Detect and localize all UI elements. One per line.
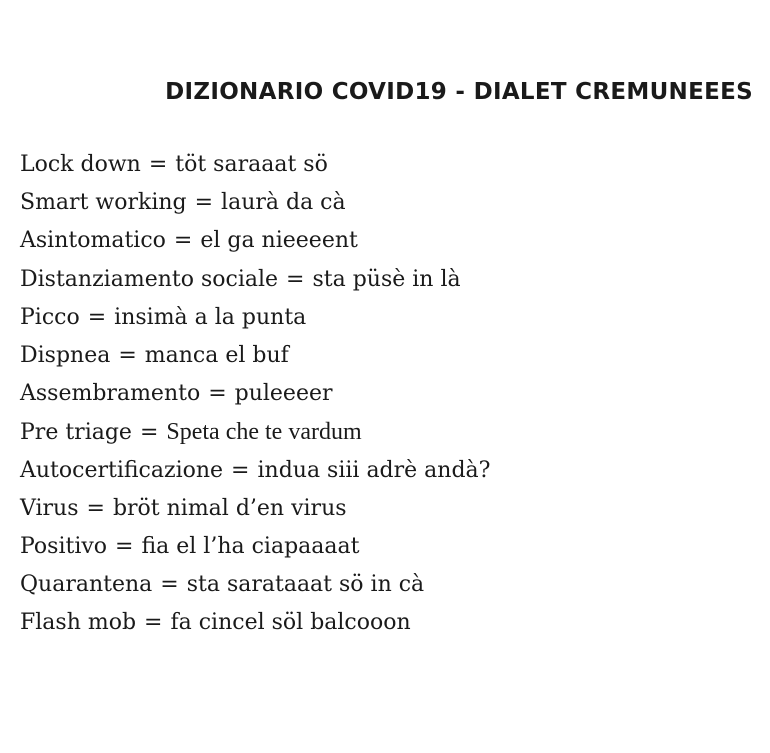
entry-definition: insimà a la punta <box>114 304 307 330</box>
entry-separator: = <box>201 381 234 407</box>
glossary-list <box>20 146 490 642</box>
glossary-entry <box>20 337 490 375</box>
entry-separator: = <box>132 420 166 446</box>
entry-separator: = <box>108 533 141 559</box>
entry-definition: indua siii adrè andà? <box>257 457 491 483</box>
glossary-entry <box>20 490 490 528</box>
entry-separator: = <box>279 266 312 292</box>
entry-definition: Speta che te vardum <box>166 419 362 446</box>
entry-separator: = <box>111 342 144 368</box>
glossary-entry <box>20 413 490 451</box>
entry-definition: fa cincel söl balcooon <box>170 610 411 636</box>
entry-definition: el ga nieeeent <box>200 228 358 254</box>
document-title: DIZIONARIO COVID19 - DIALET CREMUNEEES <box>165 79 753 105</box>
entry-definition: sta püsè in là <box>312 266 461 292</box>
glossary-entry <box>20 375 490 413</box>
glossary-entry <box>20 184 490 222</box>
glossary-entry <box>20 261 490 299</box>
entry-definition: töt saraaat sö <box>175 152 328 177</box>
glossary-entry <box>20 452 490 490</box>
entry-definition: fia el l’ha ciapaaaat <box>141 533 360 559</box>
entry-definition: laurà da cà <box>221 190 346 216</box>
entry-separator: = <box>79 495 112 521</box>
entry-separator: = <box>80 304 114 330</box>
entry-separator: = <box>166 228 200 254</box>
entry-separator: = <box>224 457 257 483</box>
entry-term: Distanziamento sociale <box>20 266 279 292</box>
glossary-entry <box>20 604 490 642</box>
entry-definition: sta sarataaat sö in cà <box>186 572 425 598</box>
entry-term: Picco <box>20 304 80 330</box>
entry-separator: = <box>137 610 170 636</box>
entry-term: Lock down <box>20 152 141 177</box>
entry-term: Pre triage <box>20 420 132 446</box>
glossary-entry <box>20 299 490 337</box>
glossary-entry <box>20 222 490 260</box>
entry-separator: = <box>153 572 186 598</box>
glossary-entry <box>20 528 490 566</box>
entry-term: Quarantena <box>20 572 153 598</box>
entry-term: Asintomatico <box>20 228 166 254</box>
entry-definition: bröt nimal d’en virus <box>112 495 347 521</box>
entry-term: Dispnea <box>20 342 111 368</box>
entry-separator: = <box>141 152 175 177</box>
entry-separator: = <box>187 190 221 216</box>
entry-definition: puleeeer <box>234 381 333 407</box>
entry-term: Virus <box>20 495 79 521</box>
entry-term: Smart working <box>20 190 187 216</box>
glossary-entry <box>20 566 490 604</box>
glossary-entry <box>20 146 490 184</box>
entry-term: Positivo <box>20 533 108 559</box>
entry-term: Flash mob <box>20 610 137 636</box>
entry-term: Assembramento <box>20 381 201 407</box>
entry-definition: manca el buf <box>144 342 289 368</box>
entry-term: Autocertificazione <box>20 457 224 483</box>
